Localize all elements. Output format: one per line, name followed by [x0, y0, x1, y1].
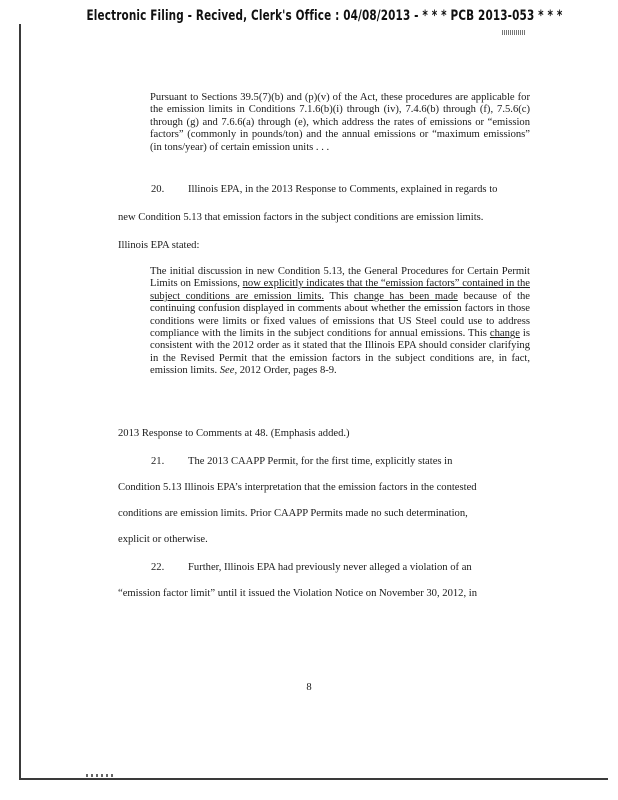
- paragraph-21-number: 21.: [151, 456, 165, 467]
- paragraph-20-line-1: [118, 184, 530, 196]
- scan-mark: [502, 30, 526, 35]
- quote-text-1: The initial discussion in new Condition 5.13, the General Procedures for Certain Permit Limits on Emissions,: [150, 266, 530, 290]
- quote-emphasis-1: now explicitly indicates that the “emission factors” contained in the subject conditions are emission limits.: [150, 278, 530, 302]
- filing-stamp: Electronic Filing - Recived, Clerk's Office : 04/08/2013 - * * * PCB 2013-053 * * *: [86, 8, 563, 24]
- paragraph-20-number: 20.: [151, 184, 165, 195]
- paragraph-22-line-2: “emission factor limit” until it issued the Violation Notice on November 30, 2012, in: [118, 588, 478, 599]
- paragraph-22-line-1: [118, 562, 530, 574]
- quote-see-signal: See,: [219, 365, 238, 377]
- block-quote-epa-statement: [150, 266, 530, 378]
- paragraph-20-line-3: Illinois EPA stated:: [118, 240, 200, 251]
- quote-text-3: because of the continuing confusion displayed in comments about whether the emission factors in those conditions were limits or fixed values of emissions that US Steel could use to address compliance with the limits in the subject conditions for annual emissions. This: [150, 290, 530, 340]
- paragraph-21-text-1: The 2013 CAAPP Permit, for the first time, explicitly states in: [188, 456, 453, 467]
- citation-line: 2013 Response to Comments at 48. (Emphasis added.): [118, 428, 350, 439]
- scan-tick-marks: [86, 774, 116, 777]
- quote-emphasis-3: change: [489, 328, 520, 340]
- paragraph-21-line-1: [118, 456, 530, 468]
- paragraph-20-line-2: new Condition 5.13 that emission factors in the subject conditions are emission limits.: [118, 212, 484, 223]
- page-number: 8: [306, 682, 312, 693]
- quote-emphasis-2: change has been made: [353, 290, 458, 302]
- quote-text-5: 2012 Order, pages 8-9.: [237, 365, 337, 377]
- paragraph-21-line-2: Condition 5.13 Illinois EPA’s interpretation that the emission factors in the contested: [118, 482, 477, 493]
- block-quote-sections: Pursuant to Sections 39.5(7)(b) and (p)(v) of the Act, these procedures are applicable for the emission limits in Conditions 7.1.6(b)(i) through (iv), 7.4.6(b) through (f), 7.5.6(c) through (g) and 7.6.6(a) through (e), which address the rates of emissions or “emission factors” (commonly in pounds/ton) and the annual emissions or “maximum emissions” (in tons/year) of certain emission units . . .: [150, 92, 530, 153]
- paragraph-22-number: 22.: [151, 562, 165, 573]
- page-bottom-border: [19, 778, 608, 780]
- paragraph-21-line-3: conditions are emission limits. Prior CAAPP Permits made no such determination,: [118, 508, 468, 519]
- quote-text-4: is consistent with the 2012 order as it stated that the Illinois EPA should consider clarifying in the Revised Permit that the emission factors in the subject conditions are, in fact, emission limits.: [150, 328, 530, 377]
- paragraph-20-text-1: Illinois EPA, in the 2013 Response to Comments, explained in regards to: [188, 184, 498, 195]
- paragraph-22-text-1: Further, Illinois EPA had previously never alleged a violation of an: [188, 562, 472, 573]
- page-left-border: [19, 24, 21, 780]
- quote-text-2: This: [324, 290, 354, 302]
- paragraph-21-line-4: explicit or otherwise.: [118, 534, 208, 545]
